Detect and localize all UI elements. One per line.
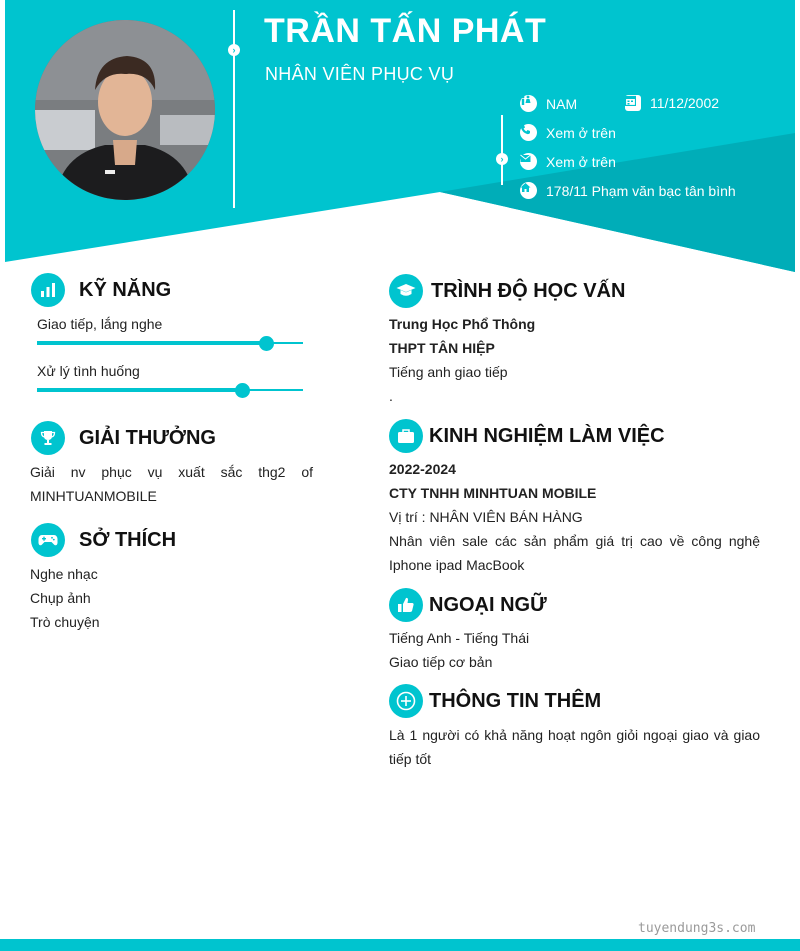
languages-line-2: Giao tiếp cơ bản [389, 654, 493, 670]
avatar [35, 20, 215, 200]
education-title: TRÌNH ĐỘ HỌC VẤN [431, 279, 626, 302]
candidate-name: TRẦN TẤN PHÁT [264, 12, 547, 50]
timeline-dot: › [228, 44, 240, 56]
skill-2-fill [37, 388, 242, 392]
email-icon [520, 153, 537, 170]
experience-company: CTY TNHH MINHTUAN MOBILE [389, 485, 597, 501]
plus-icon [389, 684, 423, 718]
education-school: THPT TÂN HIỆP [389, 340, 495, 356]
birthday-value: 11/12/2002 [650, 95, 720, 111]
birthday-row [625, 95, 719, 111]
job-title: NHÂN VIÊN PHỤC VỤ [265, 64, 455, 84]
thumbs-up-icon [389, 588, 423, 622]
skill-2-slider [37, 383, 303, 397]
avatar-photo [35, 20, 215, 200]
skill-2-knob [235, 383, 250, 398]
address-row [520, 182, 736, 199]
phone-icon [520, 124, 537, 141]
bar-chart-icon [31, 273, 65, 307]
phone-value: Xem ở trên [546, 124, 616, 141]
skill-1-label: Giao tiếp, lắng nghe [37, 316, 163, 332]
address-value: 178/11 Phạm văn bạc tân bình [546, 182, 736, 199]
education-heading [389, 274, 625, 308]
gender-icon [520, 95, 537, 112]
timeline-line [233, 10, 235, 208]
home-icon [520, 182, 537, 199]
additional-heading [389, 684, 601, 718]
additional-text: Là 1 người có khả năng hoạt ngôn giỏi ngoại giao và giao tiếp tốt [389, 727, 760, 767]
email-row [520, 153, 616, 170]
phone-row [520, 124, 616, 141]
hobbies-heading [31, 523, 176, 557]
hobbies-title: SỞ THÍCH [79, 528, 177, 551]
skills-heading [31, 273, 171, 307]
skill-1-knob [259, 336, 274, 351]
graduation-cap-icon [389, 274, 423, 308]
experience-description: Nhân viên sale các sản phẩm giá trị cao về công nghệ Iphone ipad MacBook [389, 533, 760, 573]
trophy-icon [31, 421, 65, 455]
gamepad-icon [31, 523, 65, 557]
languages-line-1: Tiếng Anh - Tiếng Thái [389, 630, 530, 646]
experience-period: 2022-2024 [389, 461, 456, 477]
additional-title: THÔNG TIN THÊM [429, 689, 602, 712]
awards-heading [31, 421, 216, 455]
hobby-item: Chụp ảnh [30, 590, 91, 606]
header-banner [0, 0, 800, 280]
awards-text: Giải nv phục vụ xuất sắc thg2 of MINHTUANMOBILE [30, 464, 313, 504]
info-timeline-line [501, 115, 503, 185]
education-level: Trung Học Phổ Thông [389, 316, 536, 332]
gender-row [520, 95, 577, 112]
hobby-item: Nghe nhạc [30, 566, 98, 582]
watermark: tuyendung3s.com [638, 921, 756, 936]
calendar-icon [625, 95, 641, 111]
footer-bar [0, 939, 800, 951]
gender-value: NAM [546, 95, 578, 112]
skill-2-label: Xử lý tình huống [37, 363, 140, 379]
hobby-item: Trò chuyện [30, 614, 100, 630]
languages-heading [389, 588, 547, 622]
skills-title: KỸ NĂNG [79, 278, 172, 301]
email-value: Xem ở trên [546, 153, 616, 170]
experience-position: Vị trí : NHÂN VIÊN BÁN HÀNG [389, 509, 583, 525]
languages-title: NGOẠI NGỮ [429, 593, 547, 616]
briefcase-icon [389, 419, 423, 453]
education-extra: . [389, 388, 393, 404]
experience-heading [389, 419, 665, 453]
awards-title: GIẢI THƯỞNG [79, 426, 216, 449]
info-timeline-dot: › [496, 153, 508, 165]
skill-1-fill [37, 341, 266, 345]
experience-title: KINH NGHIỆM LÀM VIỆC [429, 424, 665, 447]
skill-1-slider [37, 336, 303, 350]
education-detail: Tiếng anh giao tiếp [389, 364, 508, 380]
